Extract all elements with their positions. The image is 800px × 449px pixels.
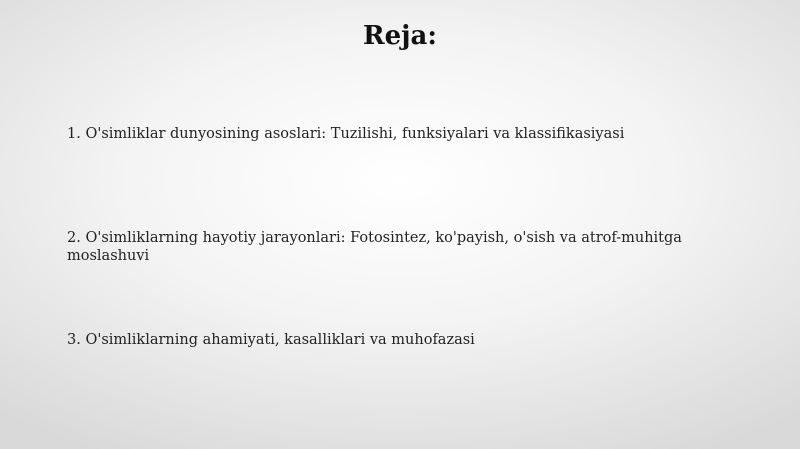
- plan-item-3: 3. O'simliklarning ahamiyati, kasalliklari va muhofazasi: [67, 332, 475, 348]
- plan-item-2: 2. O'simliklarning hayotiy jarayonlari: Fotosintez, ko'payish, o'sish va atrof-muhitga moslashuvi: [67, 230, 682, 264]
- slide-title: Reja:: [362, 21, 437, 51]
- plan-item-1: 1. O'simliklar dunyosining asoslari: Tuzilishi, funksiyalari va klassifikasiyasi: [67, 126, 625, 142]
